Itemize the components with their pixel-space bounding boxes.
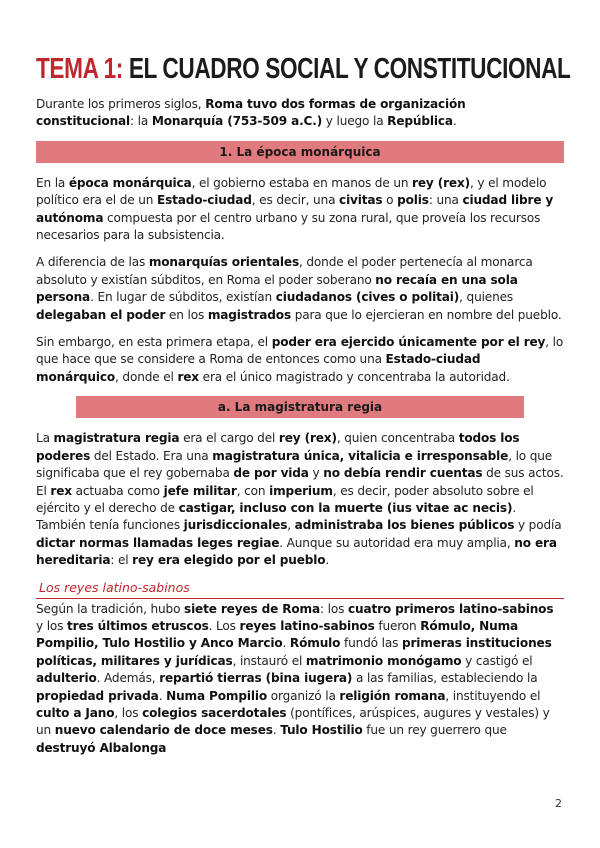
para1-segment: , el gobierno estaba en manos de un [191, 175, 413, 190]
para4-segment: , con [236, 483, 270, 498]
para5-segment: . [272, 723, 281, 738]
intro-segment: . [452, 114, 457, 129]
page-title [36, 52, 571, 86]
para4-segment: . También tenía funciones [36, 500, 517, 533]
para5-segment: Rómulo, Numa Pompilio, Tulo Hostilio y Anco Marcio [36, 618, 519, 651]
para4-segment: magistratura única, vitalicia e irresponsable [212, 448, 509, 463]
para5-segment: nuevo calendario de doce meses [54, 723, 273, 738]
para5-segment: (pontífices, arúspices, augures y vestales) y un [36, 705, 550, 738]
section-heading-royal-magistracy: a. La magistratura regia [76, 396, 524, 418]
para2-segment: ciudadanos (cives o politai) [275, 290, 460, 305]
para1-segment: En la [36, 175, 69, 190]
para4-segment: magistratura regia [53, 431, 180, 446]
para4-segment: del Estado. Era una [90, 448, 213, 463]
document-page [36, 52, 571, 767]
para1-segment: polis [397, 193, 429, 208]
para5-segment: , instituyendo el [445, 688, 541, 703]
para5-segment: religión romana [339, 688, 446, 703]
para4-segment: rey (rex) [278, 431, 337, 446]
para3-segment: Sin embargo, en esta primera etapa, el [36, 335, 272, 350]
paragraph-5 [36, 601, 564, 758]
para4-segment: de sus actos. El [36, 466, 564, 498]
para3-segment: , donde el [115, 369, 178, 384]
para2-segment: , donde el poder pertenecía al monarca absoluto y existían súbditos, en Roma el poder soberano [36, 255, 533, 287]
para5-segment: destruyó Albalonga [36, 740, 167, 755]
para4-segment: , lo que significaba que el rey gobernaba [36, 448, 553, 481]
para5-segment: y los [36, 618, 68, 633]
para1-segment: Estado-ciudad [156, 193, 252, 208]
para5-segment: tres últimos etruscos [67, 618, 209, 633]
intro-segment: Monarquía (753-509 a.C.) [151, 114, 323, 129]
para5-segment: matrimonio monógamo [305, 653, 462, 668]
para2-segment: en los [165, 307, 208, 322]
para4-segment: y [308, 466, 324, 481]
para1-segment: época monárquica [68, 175, 192, 190]
para3-segment: poder era ejercido únicamente por el rey [271, 335, 546, 350]
para4-segment: jurisdiccionales [183, 518, 288, 533]
para1-segment: compuesta por el centro urbano y su zona rural, que proveía los recursos necesarios para la subsistencia. [36, 210, 541, 243]
para5-segment: : los [320, 601, 348, 616]
intro-segment: República [387, 114, 453, 129]
para2-segment: A diferencia de las [36, 255, 149, 270]
para5-segment: Numa Pompilio [166, 688, 268, 703]
para4-segment: jefe militar [163, 483, 237, 498]
para1-segment: , es decir, una [251, 193, 340, 208]
para4-segment: , [287, 518, 295, 533]
para2-segment: monarquías orientales [148, 255, 300, 270]
subheading-latin-sabine-kings: Los reyes latino-sabinos [36, 580, 564, 599]
para5-segment: . [282, 636, 290, 651]
para4-segment: La [36, 431, 54, 446]
para4-segment: de por vida [233, 466, 309, 481]
para1-segment: ciudad libre y autónoma [36, 193, 554, 225]
para3-segment: rex [177, 369, 199, 384]
para5-segment: a las familias, estableciendo la [352, 671, 538, 686]
para1-segment: o [382, 193, 398, 208]
para5-segment: , los [114, 705, 143, 720]
intro-segment: Roma tuvo dos formas de organización constitucional [36, 97, 466, 129]
para4-segment: no era hereditaria [36, 535, 557, 568]
para5-segment: cuatro primeros latino-sabinos [347, 601, 554, 616]
para5-segment: organizó la [267, 688, 340, 703]
intro-segment: Durante los primeros siglos, [36, 97, 206, 111]
para4-segment: todos los poderes [36, 431, 520, 463]
para5-segment: . Los [208, 618, 240, 633]
para5-segment: Tulo Hostilio [280, 723, 363, 738]
para4-segment: , es decir, poder absoluto sobre el ejército y el derecho de [36, 483, 534, 515]
para1-segment: civitas [339, 193, 383, 208]
para4-segment: y podía [514, 518, 562, 533]
title-text: EL CUADRO SOCIAL Y CONSTITUCIONAL [128, 53, 571, 85]
paragraph-3 [36, 334, 564, 386]
para5-segment: culto a Jano [36, 705, 115, 720]
paragraph-1 [36, 175, 564, 245]
paragraph-2 [36, 254, 564, 324]
paragraph-4 [36, 430, 564, 569]
para2-segment: magistrados [207, 307, 291, 322]
intro-segment: y luego la [322, 114, 388, 129]
para5-segment: fundó las [340, 636, 402, 651]
para5-segment: Rómulo [289, 636, 341, 651]
para4-segment: rex [50, 483, 72, 498]
para1-segment: rey (rex) [412, 175, 470, 190]
para5-segment: . Además, [96, 671, 160, 686]
para4-segment: no debía rendir cuentas [323, 466, 483, 481]
para5-segment: , instauró el [232, 653, 306, 668]
para5-segment: repartió tierras (bina iugera) [159, 671, 353, 686]
para5-segment: Según la tradición, hubo [36, 601, 185, 616]
para5-segment: reyes latino-sabinos [239, 618, 375, 633]
para5-segment: fue un rey guerrero que [362, 723, 507, 738]
para3-segment: Estado-ciudad monárquico [36, 352, 481, 384]
title-number: TEMA 1: [36, 53, 123, 85]
para2-segment: , quienes [459, 290, 514, 305]
para4-segment: , quien concentraba [336, 431, 459, 446]
intro-segment: : la [130, 114, 152, 129]
page-number: 2 [555, 797, 562, 810]
para4-segment: administraba los bienes públicos [294, 518, 515, 533]
para1-segment: : una [428, 193, 463, 208]
para3-segment: , lo que hace que se considere a Roma de entonces como una [36, 335, 564, 367]
para5-segment: propiedad privada [36, 688, 159, 703]
para5-segment: . [158, 688, 167, 703]
intro-paragraph [36, 96, 564, 131]
para2-segment: delegaban el poder [36, 307, 166, 322]
para4-segment: rey era elegido por el pueblo [132, 553, 326, 568]
para5-segment: y castigó el [461, 653, 533, 668]
para5-segment: siete reyes de Roma [184, 601, 321, 616]
para4-segment: dictar normas llamadas leges regiae [36, 535, 280, 550]
para5-segment: fueron [374, 618, 421, 633]
para4-segment: imperium [269, 483, 333, 498]
para4-segment: . Aunque su autoridad era muy amplia, [279, 535, 515, 550]
para5-segment: adulterio [36, 671, 97, 686]
para1-segment: , y el modelo político era el de un [36, 175, 547, 208]
para2-segment: no recaía en una sola persona [36, 272, 518, 305]
para3-segment: era el único magistrado y concentraba la autoridad. [198, 369, 510, 384]
para2-segment: . En lugar de súbditos, existían [90, 290, 276, 305]
para2-segment: para que lo ejercieran en nombre del pueblo. [291, 307, 562, 322]
para4-segment: era el cargo del [179, 431, 279, 446]
para5-segment: primeras instituciones políticas, militares y jurídicas [36, 636, 552, 668]
para4-segment: castigar, incluso con la muerte (ius vitae ac necis) [178, 500, 513, 515]
para5-segment: colegios sacerdotales [142, 705, 287, 720]
para4-segment: : el [110, 553, 133, 568]
para4-segment: . [325, 553, 330, 568]
section-heading-monarchic-era: 1. La época monárquica [36, 141, 564, 163]
para4-segment: actuaba como [71, 483, 164, 498]
